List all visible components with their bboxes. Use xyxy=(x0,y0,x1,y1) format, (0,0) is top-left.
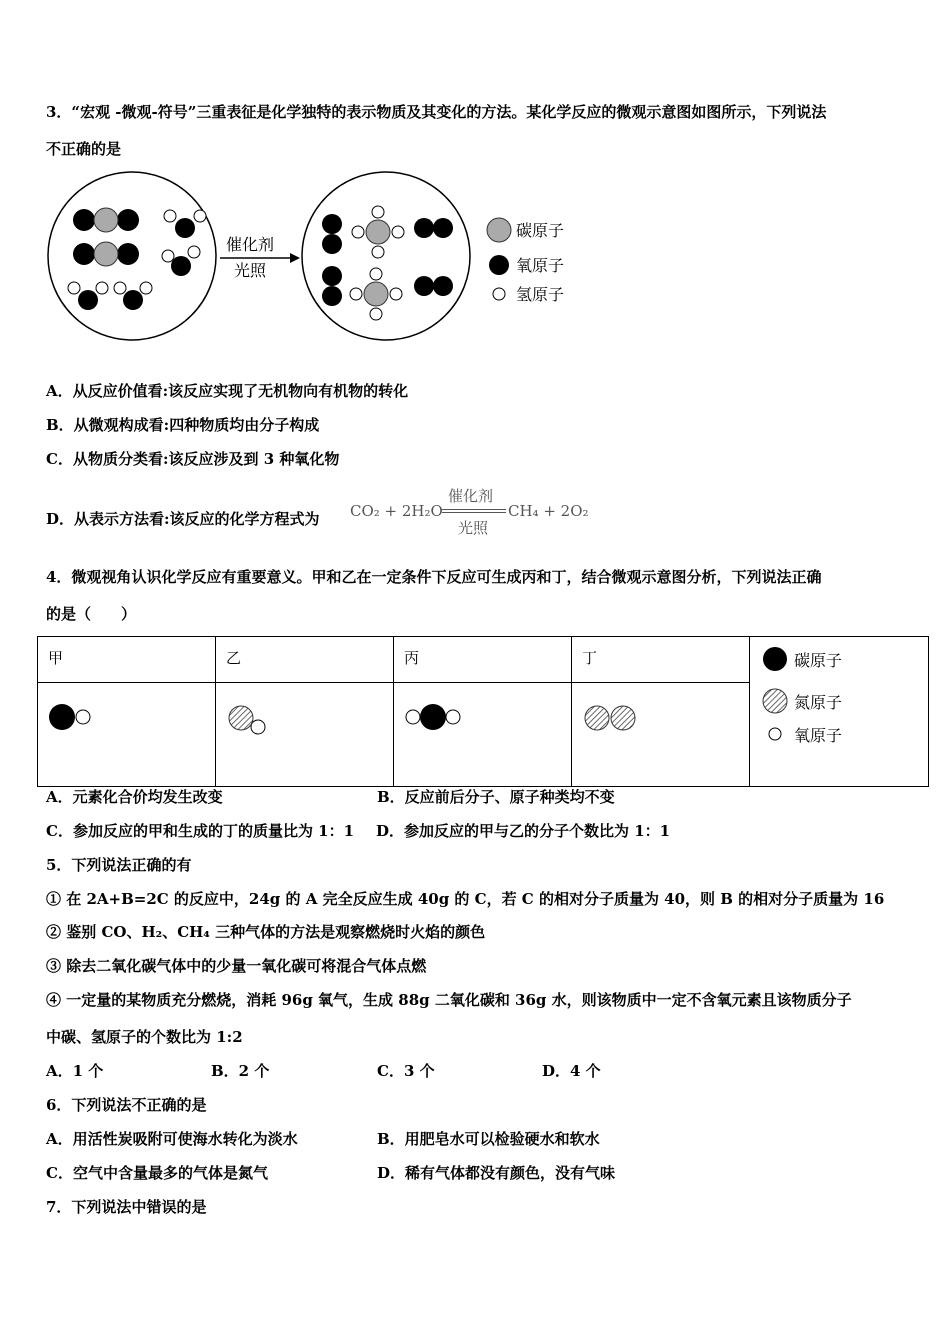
q3-stem-line1: 3．“宏观 -微观-符号”三重表征是化学独特的表示物质及其变化的方法。某化学反应的微观示意图如图所示，下列说法 xyxy=(46,103,827,121)
q5-statement-4b: 中碳、氢原子的个数比为 1:2 xyxy=(46,1028,243,1046)
products-circle xyxy=(302,172,470,340)
o2-molecule xyxy=(414,276,453,296)
o2-molecule xyxy=(322,266,342,306)
legend-hydrogen: 氢原子 xyxy=(516,285,565,304)
molecule-yi xyxy=(216,683,394,787)
table-header-ding: 丁 xyxy=(572,637,750,683)
q5-option-b[interactable]: B．2 个 xyxy=(211,1062,270,1080)
oxygen-atom-icon xyxy=(489,255,509,275)
h2o-molecule xyxy=(68,282,108,310)
table-legend-cell xyxy=(750,637,929,787)
q3-option-a[interactable]: A．从反应价值看:该反应实现了无机物向有机物的转化 xyxy=(46,382,409,400)
q4-stem-line2: 的是（ ） xyxy=(46,605,137,623)
oxygen-atom-icon xyxy=(769,728,781,740)
q4-option-d[interactable]: D．参加反应的甲与乙的分子个数比为 1：1 xyxy=(376,822,671,840)
q4-molecule-table xyxy=(37,636,929,787)
q7-title: 7．下列说法中错误的是 xyxy=(46,1198,207,1216)
legend-carbon: 碳原子 xyxy=(794,651,843,670)
q5-statement-2: ② 鉴别 CO、H₂、CH₄ 三种气体的方法是观察燃烧时火焰的颜色 xyxy=(46,923,486,941)
molecule-ding xyxy=(572,683,750,787)
table-header-yi: 乙 xyxy=(216,637,394,683)
ch4-molecule xyxy=(352,206,404,258)
co2-molecule xyxy=(73,242,139,266)
legend-carbon: 碳原子 xyxy=(516,221,565,240)
o2-molecule xyxy=(414,218,453,238)
arrow-condition-top: 催化剂 xyxy=(226,235,275,254)
q6-option-b[interactable]: B．用肥皂水可以检验硬水和软水 xyxy=(377,1130,600,1148)
q3-stem-line2: 不正确的是 xyxy=(46,140,122,158)
q5-statement-1: ① 在 2A+B=2C 的反应中，24g 的 A 完全反应生成 40g 的 C，若 C 的相对分子质量为 40，则 B 的相对分子质量为 16 xyxy=(46,890,885,908)
equation-bar xyxy=(442,509,506,513)
q4-stem-line1: 4．微观视角认识化学反应有重要意义。甲和乙在一定条件下反应可生成丙和丁，结合微观示意图分析，下列说法正确 xyxy=(46,568,822,586)
arrow-condition-bottom: 光照 xyxy=(234,261,267,280)
q6-title: 6．下列说法不正确的是 xyxy=(46,1096,207,1114)
legend-oxygen: 氧原子 xyxy=(794,726,843,745)
h2o-molecule xyxy=(162,246,200,276)
carbon-atom-icon xyxy=(487,218,511,242)
legend-oxygen: 氧原子 xyxy=(516,256,565,275)
q5-option-a[interactable]: A．1 个 xyxy=(46,1062,104,1080)
q5-title: 5．下列说法正确的有 xyxy=(46,856,192,874)
q3-option-d[interactable]: D．从表示方法看:该反应的化学方程式为 xyxy=(46,510,320,528)
q3-option-c[interactable]: C．从物质分类看:该反应涉及到 3 种氧化物 xyxy=(46,450,340,468)
ch4-molecule xyxy=(350,268,402,320)
q6-option-d[interactable]: D．稀有气体都没有颜色，没有气味 xyxy=(377,1164,616,1182)
q5-statement-4a: ④ 一定量的某物质充分燃烧，消耗 96g 氧气，生成 88g 二氧化碳和 36g 水，则该物质中一定不含氧元素且该物质分子 xyxy=(46,991,852,1009)
q6-option-c[interactable]: C．空气中含量最多的气体是氮气 xyxy=(46,1164,268,1182)
equation-left: CO₂ + 2H₂O xyxy=(350,502,443,520)
table-header-jia: 甲 xyxy=(38,637,216,683)
equation-cond-top: 催化剂 xyxy=(448,487,494,505)
molecule-jia xyxy=(38,683,216,787)
q4-option-a[interactable]: A．元素化合价均发生改变 xyxy=(46,788,223,806)
h2o-molecule xyxy=(164,210,206,238)
legend-nitrogen: 氮原子 xyxy=(794,693,843,712)
q5-statement-3: ③ 除去二氧化碳气体中的少量一氧化碳可将混合气体点燃 xyxy=(46,957,427,975)
hydrogen-atom-icon xyxy=(493,288,505,300)
q5-option-c[interactable]: C．3 个 xyxy=(377,1062,435,1080)
q3-reaction-diagram xyxy=(44,168,584,348)
equation-right: CH₄ + 2O₂ xyxy=(508,502,589,520)
carbon-atom-icon xyxy=(763,647,787,671)
table-header-bing: 丙 xyxy=(394,637,572,683)
q4-option-b[interactable]: B．反应前后分子、原子种类均不变 xyxy=(377,788,615,806)
h2o-molecule xyxy=(114,282,152,310)
o2-molecule xyxy=(322,214,342,254)
nitrogen-atom-icon xyxy=(763,689,787,713)
q4-option-c[interactable]: C．参加反应的甲和生成的丁的质量比为 1：1 xyxy=(46,822,355,840)
q3-option-b[interactable]: B．从微观构成看:四种物质均由分子构成 xyxy=(46,416,320,434)
molecule-bing xyxy=(394,683,572,787)
q5-option-d[interactable]: D．4 个 xyxy=(542,1062,601,1080)
equation-cond-bottom: 光照 xyxy=(458,519,489,537)
co2-molecule xyxy=(73,208,139,232)
q6-option-a[interactable]: A．用活性炭吸附可使海水转化为淡水 xyxy=(46,1130,298,1148)
